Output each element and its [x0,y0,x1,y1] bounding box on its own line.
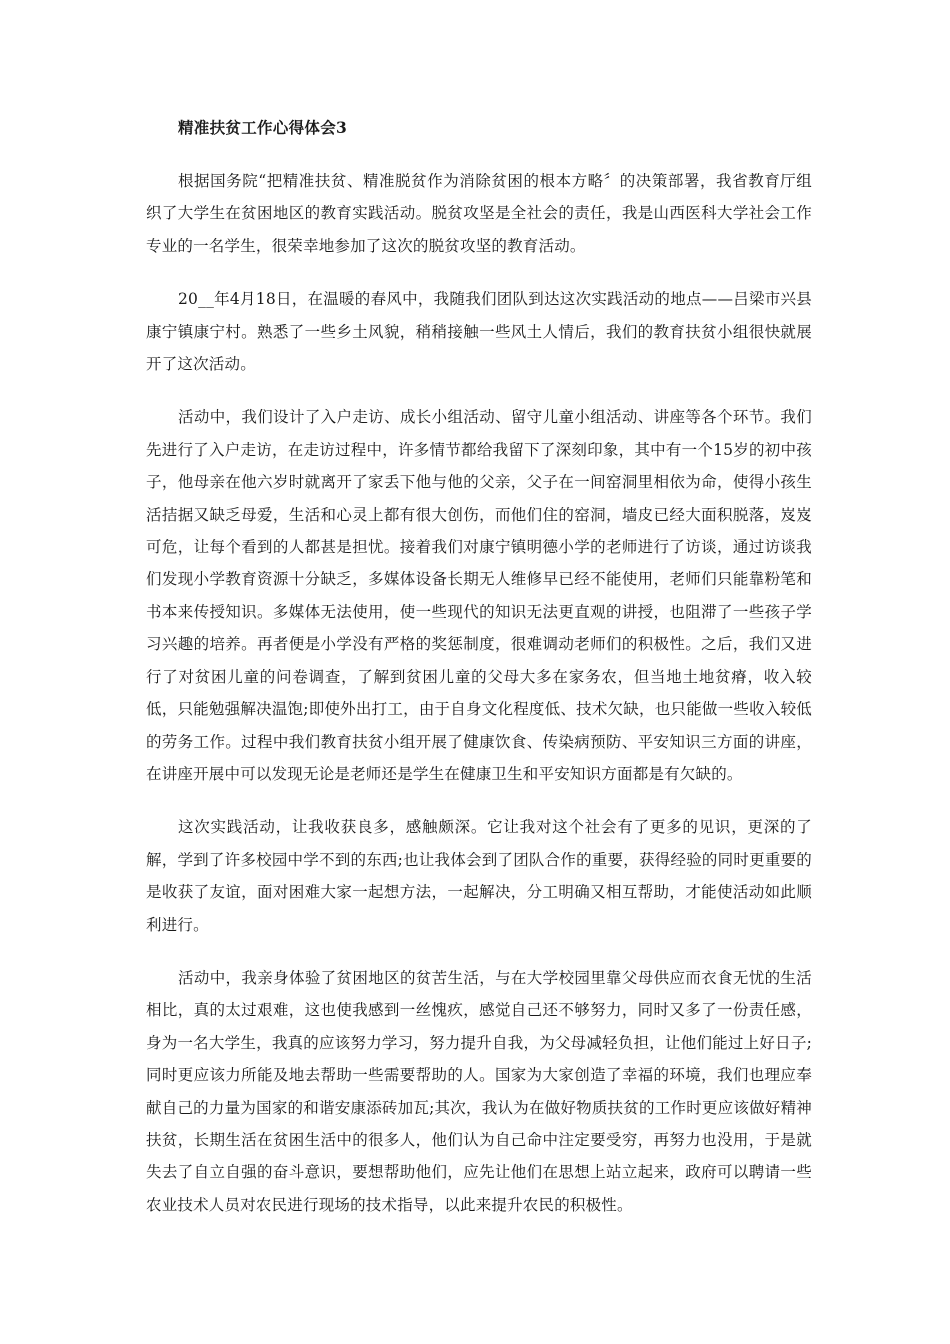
paragraph-4: 这次实践活动，让我收获良多，感触颇深。它让我对这个社会有了更多的见识，更深的了解，学到了许多校园中学不到的东西;也让我体会到了团队合作的重要，获得经验的同时更重要的是收获了友谊，面对困难大家一起想方法，一起解决，分工明确又相互帮助，才能使活动如此顺利进行。 [146,818,812,934]
paragraph-3: 活动中，我们设计了入户走访、成长小组活动、留守儿童小组活动、讲座等各个环节。我们先进行了入户走访，在走访过程中，许多情节都给我留下了深刻印象，其中有一个15岁的初中孩子，他母亲在他六岁时就离开了家丢下他与他的父亲，父子在一间窑洞里相依为命，使得小孩生活拮据又缺乏母爱，生活和心灵上都有很大创伤，而他们住的窑洞，墙皮已经大面积脱落，岌岌可危，让每个看到的人都甚是担忧。接着我们对康宁镇明德小学的老师进行了访谈，通过访谈我们发现小学教育资源十分缺乏，多媒体设备长期无人维修早已经不能使用，老师们只能靠粉笔和书本来传授知识。多媒体无法使用，使一些现代的知识无法更直观的讲授，也阻滞了一些孩子学习兴趣的培养。再者便是小学没有严格的奖惩制度，很难调动老师们的积极性。之后，我们又进行了对贫困儿童的问卷调查，了解到贫困儿童的父母大多在家务农，但当地土地贫瘠，收入较低，只能勉强解决温饱;即使外出打工，由于自身文化程度低、技术欠缺，也只能做一些收入较低的劳务工作。过程中我们教育扶贫小组开展了健康饮食、传染病预防、平安知识三方面的讲座，在讲座开展中可以发现无论是老师还是学生在健康卫生和平安知识方面都是有欠缺的。 [146,408,812,783]
document-title: 精准扶贫工作心得体会3 [178,118,348,137]
document-page [146,112,812,1242]
paragraph-1: 根据国务院“把精准扶贫、精准脱贫作为消除贫困的根本方略〞的决策部署，我省教育厅组织了大学生在贫困地区的教育实践活动。脱贫攻坚是全社会的责任，我是山西医科大学社会工作专业的一名学生，很荣幸地参加了这次的脱贫攻坚的教育活动。 [146,172,812,255]
paragraph-5: 活动中，我亲身体验了贫困地区的贫苦生活，与在大学校园里靠父母供应而衣食无忧的生活相比，真的太过艰难，这也使我感到一丝愧疚，感觉自己还不够努力，同时又多了一份责任感，身为一名大学生，我真的应该努力学习，努力提升自我，为父母减轻负担，让他们能过上好日子;同时更应该力所能及地去帮助一些需要帮助的人。国家为大家创造了幸福的环境，我们也理应奉献自己的力量为国家的和谐安康添砖加瓦;其次，我认为在做好物质扶贫的工作时更应该做好精神扶贫，长期生活在贫困生活中的很多人，他们认为自己命中注定要受穷，再努力也没用，于是就失去了自立自强的奋斗意识，要想帮助他们，应先让他们在思想上站立起来，政府可以聘请一些农业技术人员对农民进行现场的技术指导，以此来提升农民的积极性。 [146,968,812,1214]
paragraph-2: 20__年4月18日，在温暖的春风中，我随我们团队到达这次实践活动的地点——吕梁市兴县康宁镇康宁村。熟悉了一些乡土风貌，稍稍接触一些风土人情后，我们的教育扶贫小组很快就展开了这次活动。 [146,290,812,374]
